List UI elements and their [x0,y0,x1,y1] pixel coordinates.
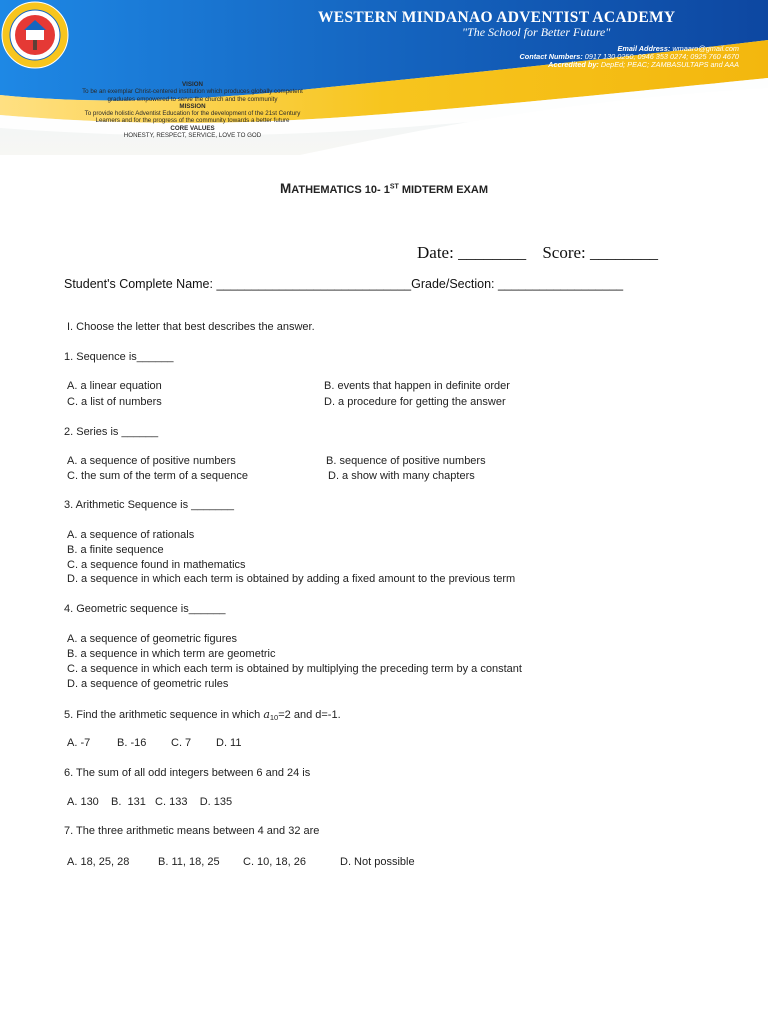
student-name-field[interactable]: Student's Complete Name: ____________________________Grade/Section: __________________ [64,277,624,291]
instructions: I. Choose the letter that best describes the answer. [67,321,315,333]
q7-option-a[interactable]: A. 18, 25, 28 [67,856,130,868]
q7-option-b[interactable]: B. 11, 18, 25 [158,856,220,868]
header-banner [0,0,768,155]
vision-line-2: graduates empowered to serve the church and the community [107,95,278,103]
date-field[interactable]: Date: ________ [417,243,527,262]
q5-option-d[interactable]: D. 11 [216,737,242,749]
q1-option-d[interactable]: D. a procedure for getting the answer [324,396,506,408]
contact-label: Contact Numbers: [519,52,583,61]
question-4: 4. Geometric sequence is______ [64,603,226,615]
q5-option-a[interactable]: A. -7 [67,737,91,749]
math-subscript: 10 [269,713,279,722]
q6-options[interactable]: A. 130 B. 131 C. 133 D. 135 [67,796,233,808]
q1-option-c[interactable]: C. a list of numbers [67,396,162,408]
core-values-line: HONESTY, RESPECT, SERVICE, LOVE TO GOD [123,132,262,140]
question-2: 2. Series is ______ [64,426,159,438]
mission-line-1: To provide holistic Adventist Education for the development of the 21st Century [84,110,301,118]
question-6: 6. The sum of all odd integers between 6 and 24 is [64,767,311,779]
core-values-heading: CORE VALUES [170,124,215,132]
q5-option-c[interactable]: C. 7 [171,737,192,749]
q1-option-b[interactable]: B. events that happen in definite order [324,380,510,392]
q1-option-a[interactable]: A. a linear equation [67,380,162,392]
q5-option-b[interactable]: B. -16 [117,737,147,749]
q7-option-c[interactable]: C. 10, 18, 26 [243,856,306,868]
school-name: WESTERN MINDANAO ADVENTIST ACADEMY [318,9,676,26]
score-field[interactable]: Score: ________ [542,243,659,262]
q2-option-a[interactable]: A. a sequence of positive numbers [67,455,236,467]
q2-option-c[interactable]: C. the sum of the term of a sequence [67,470,248,482]
q4-option-a[interactable]: A. a sequence of geometric figures [67,633,237,645]
accredited-line [548,60,739,69]
exam-title: MATHEMATICS 10- 1ST MIDTERM EXAM [279,181,489,196]
question-1: 1. Sequence is______ [64,351,174,363]
q2-option-d[interactable]: D. a show with many chapters [328,470,475,482]
mission-heading: MISSION [179,102,206,110]
q4-option-d[interactable]: D. a sequence of geometric rules [67,678,229,690]
vision-mission-block [20,81,365,139]
q7-option-d[interactable]: D. Not possible [340,856,415,868]
math-variable-a: a [263,708,270,721]
date-score-line [417,243,670,263]
q4-option-c[interactable]: C. a sequence in which each term is obtained by multiplying the preceding term by a constant [67,663,522,675]
question-5: 5. Find the arithmetic sequence in which a10=2 and d=-1. [64,708,341,722]
email-value: wmaaro@gmail.com [672,44,739,53]
q3-option-d[interactable]: D. a sequence in which each term is obtained by adding a fixed amount to the previous term [67,573,516,585]
contact-value: 0917 130 0250, 0946 353 0274; 0925 760 4670 [584,52,739,61]
question-7: 7. The three arithmetic means between 4 and 32 are [64,825,320,837]
q3-option-a[interactable]: A. a sequence of rationals [67,529,195,541]
vision-heading: VISION [182,81,203,88]
q3-option-c[interactable]: C. a sequence found in mathematics [67,559,246,571]
q2-option-b[interactable]: B. sequence of positive numbers [326,455,486,467]
vision-line-1: To be an exemplar Christ-centered institution which produces globally competent [82,88,303,96]
q4-option-b[interactable]: B. a sequence in which term are geometric [67,648,276,660]
email-label: Email Address: [617,44,671,53]
mission-line-2: Learners and for the progress of the community towards a better future [95,117,290,125]
accredited-label: Accredited by: [548,60,599,69]
question-3: 3. Arithmetic Sequence is _______ [64,499,235,511]
school-logo [0,0,70,70]
accredited-value: DepEd; PEAC; ZAMBASULTAPS and AAA [600,60,739,69]
school-motto: "The School for Better Future" [462,25,611,39]
q3-option-b[interactable]: B. a finite sequence [67,544,164,556]
